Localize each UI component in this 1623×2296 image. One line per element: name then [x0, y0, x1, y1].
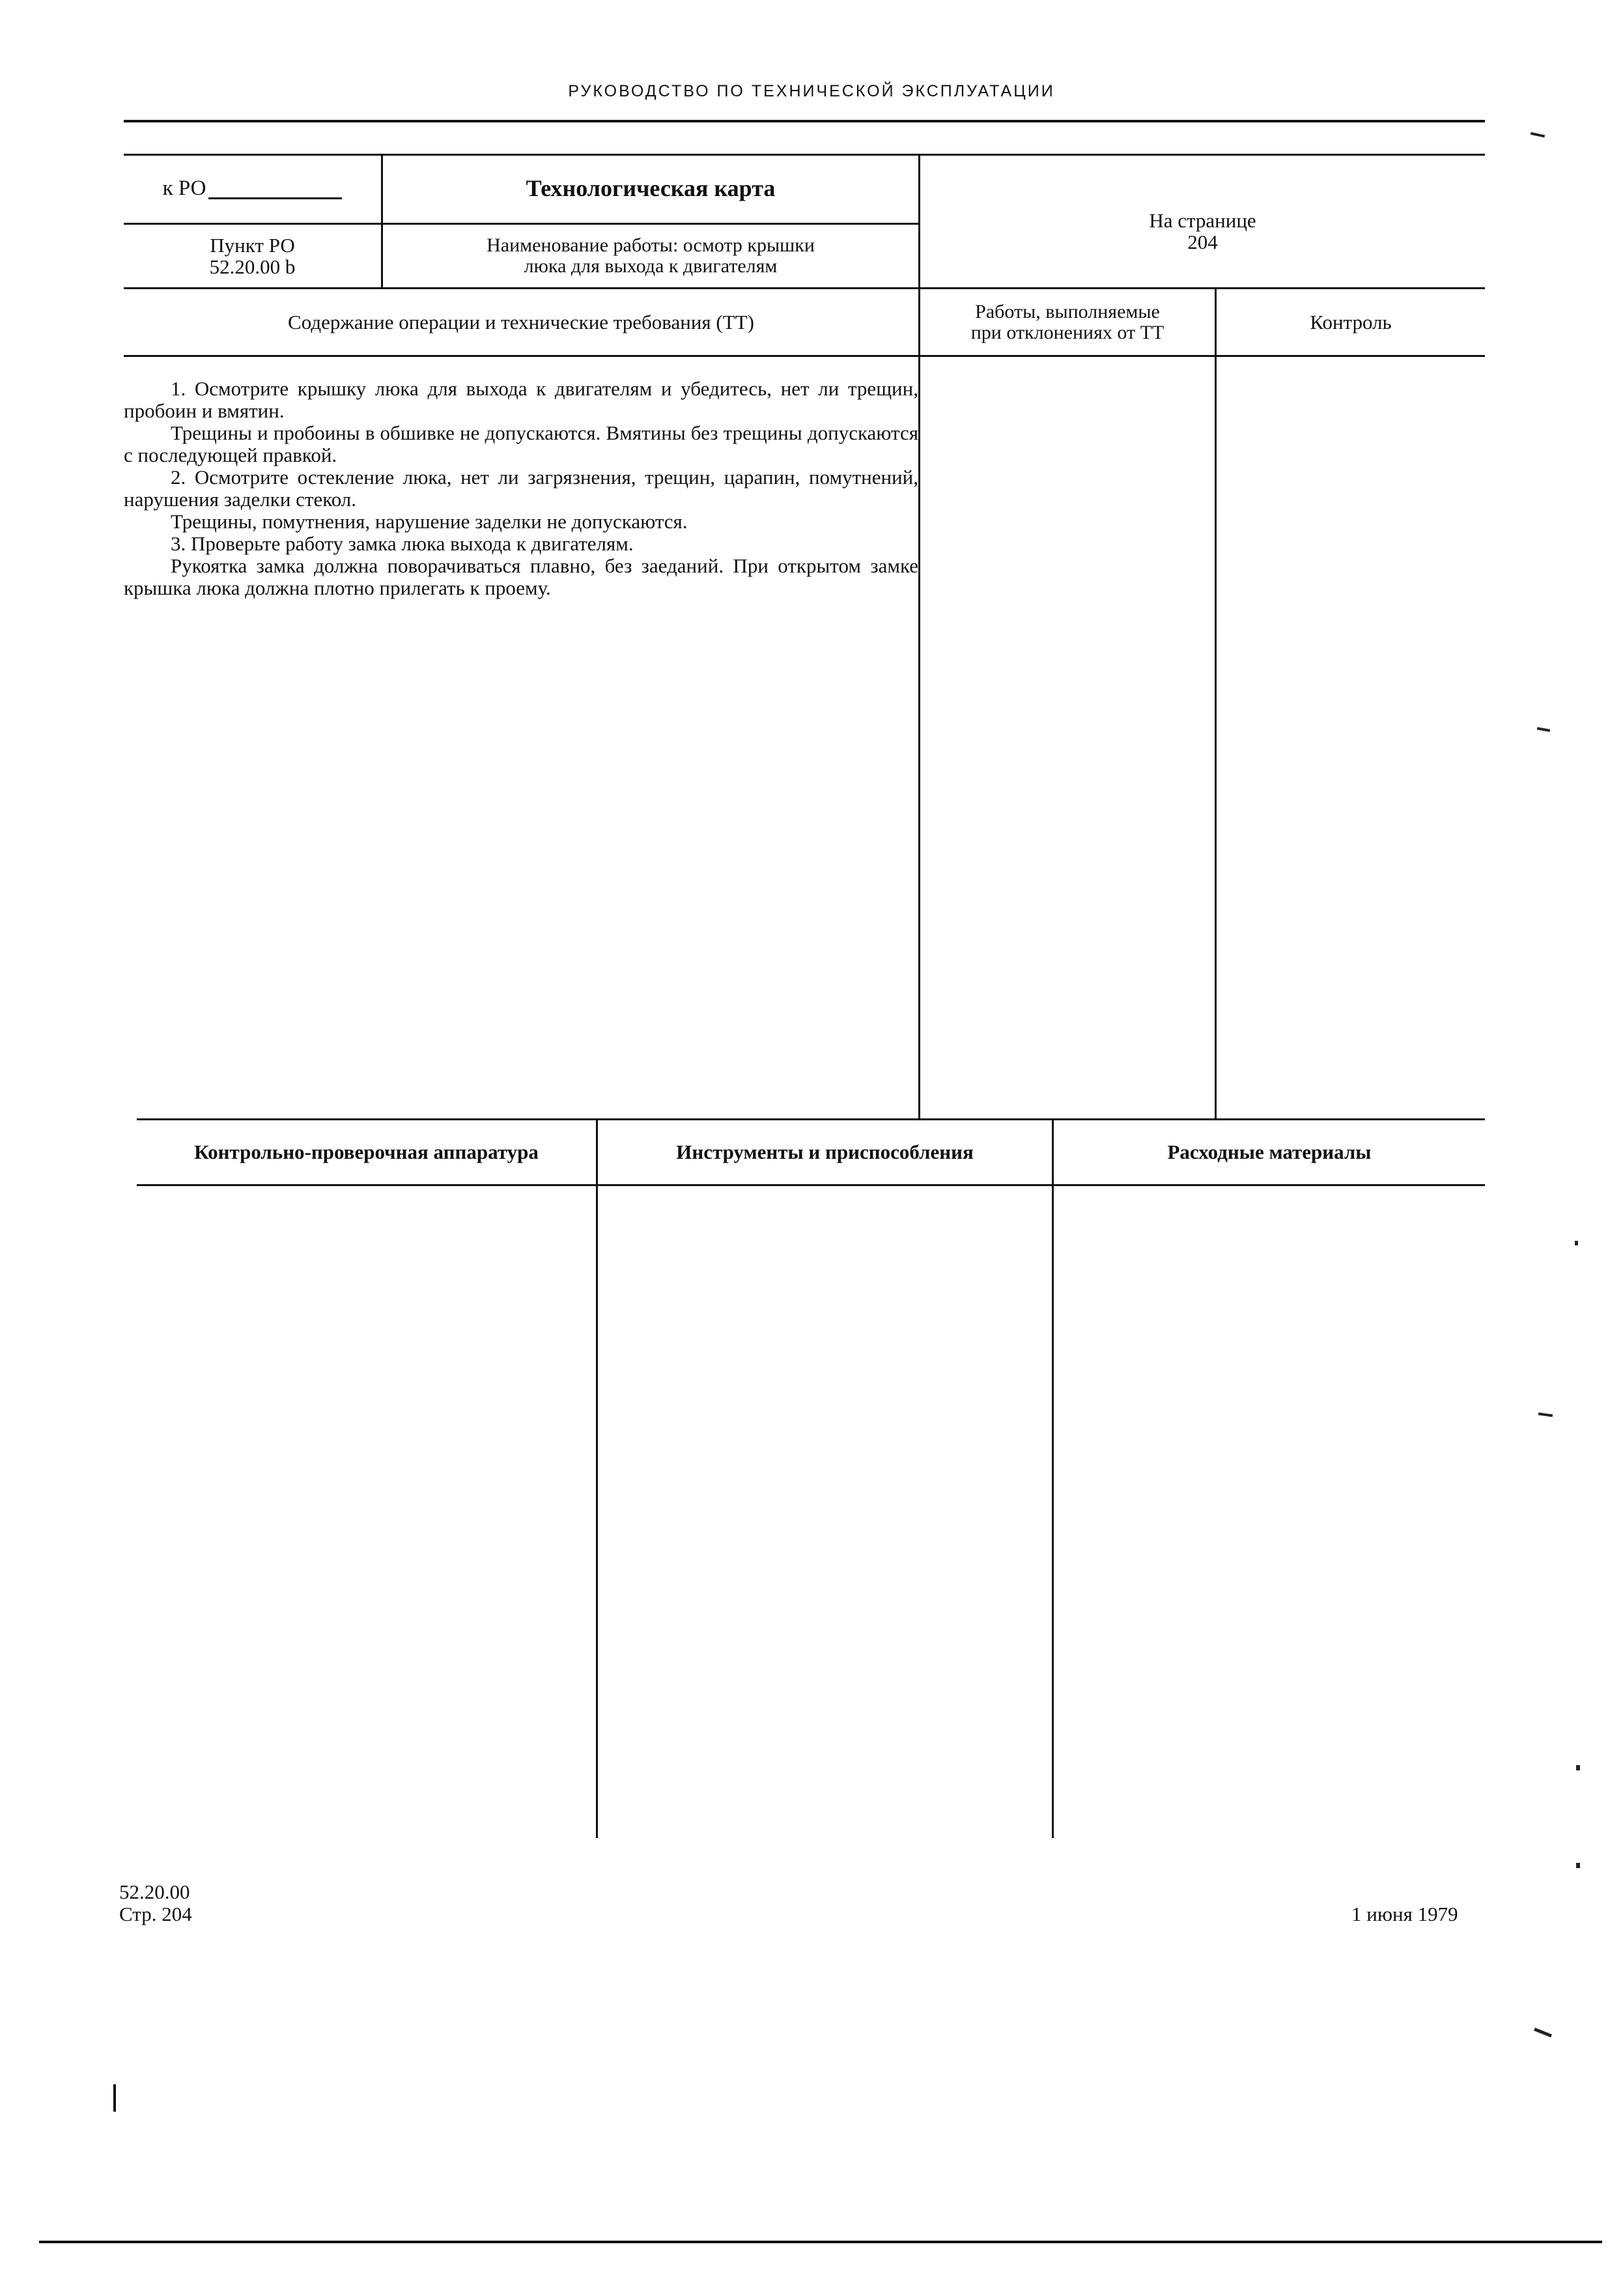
footer-section: 52.20.00	[119, 1880, 190, 1903]
equipment-column-header: Контрольно-проверочная аппаратура	[194, 1141, 539, 1163]
column-header-bottom-rule	[124, 355, 1485, 357]
scan-speck	[1576, 1863, 1580, 1868]
card-title: Технологическая карта	[526, 175, 776, 201]
deviation-column-header	[920, 289, 1215, 355]
header-rule	[124, 120, 1485, 122]
scan-speck	[1537, 727, 1550, 731]
page-ref-cell	[920, 195, 1485, 267]
operation-paragraph: 1. Осмотрите крышку люка для выхода к двигателям и убедитесь, нет ли трещин, пробоин и вмятин.	[124, 377, 918, 422]
item-cell	[124, 225, 381, 287]
work-name-line1: Наименование работы: осмотр крышки	[487, 234, 815, 256]
content-column-header: Содержание операции и технические требования (ТТ)	[288, 310, 754, 333]
operation-paragraph: Рукоятка замка должна поворачиваться плавно, без заеданий. При открытом замке крышка люка должна плотно прилегать к проему.	[124, 554, 918, 599]
margin-mark	[113, 2084, 116, 2112]
item-number: 52.20.00 b	[209, 255, 296, 278]
operations-text	[124, 378, 918, 599]
resources-divider-1	[596, 1118, 598, 1838]
page-number: 204	[1187, 231, 1218, 253]
ref-cell	[124, 154, 381, 223]
scan-speck	[1534, 2028, 1552, 2037]
ref-label: к РО	[162, 176, 206, 200]
operation-paragraph: Трещины и пробоины в обшивке не допускаются. Вмятины без трещины допускаются с последующей правкой.	[124, 421, 918, 466]
scan-speck	[1538, 1412, 1553, 1417]
resources-divider-2	[1052, 1118, 1054, 1838]
operation-paragraph: 2. Осмотрите остекление люка, нет ли загрязнения, трещин, царапин, помутнений, нарушения заделки стекол.	[124, 466, 918, 511]
work-name-cell	[383, 225, 918, 287]
bottom-edge-rule	[39, 2241, 1602, 2243]
page-label: На странице	[1149, 209, 1256, 232]
operation-paragraph: 3. Проверьте работу замка люка выхода к двигателям.	[171, 532, 634, 555]
deviation-header-line2: при отклонениях от ТТ	[970, 321, 1164, 343]
materials-column-header: Расходные материалы	[1167, 1141, 1372, 1163]
item-label: Пункт РО	[210, 234, 295, 257]
work-name-line2: люка для выхода к двигателям	[524, 255, 778, 277]
control-column-header: Контроль	[1310, 310, 1392, 333]
column-divider-2	[1215, 289, 1217, 1120]
column-divider-1	[918, 289, 920, 1120]
tools-column-header: Инструменты и приспособления	[676, 1141, 974, 1163]
ref-blank-line	[208, 178, 342, 199]
deviation-header-line1: Работы, выполняемые	[975, 300, 1160, 322]
scan-speck	[1575, 1241, 1578, 1245]
resources-header-rule	[137, 1184, 1485, 1186]
footer-left	[119, 1881, 192, 1925]
footer-date: 1 июня 1979	[1351, 1903, 1458, 1925]
footer-page: Стр. 204	[119, 1903, 192, 1925]
running-header: РУКОВОДСТВО ПО ТЕХНИЧЕСКОЙ ЭКСПЛУАТАЦИИ	[568, 82, 1055, 100]
scan-speck	[1531, 132, 1545, 137]
operation-paragraph: Трещины, помутнения, нарушение заделки не допускаются.	[171, 510, 688, 533]
scan-speck	[1576, 1765, 1580, 1770]
